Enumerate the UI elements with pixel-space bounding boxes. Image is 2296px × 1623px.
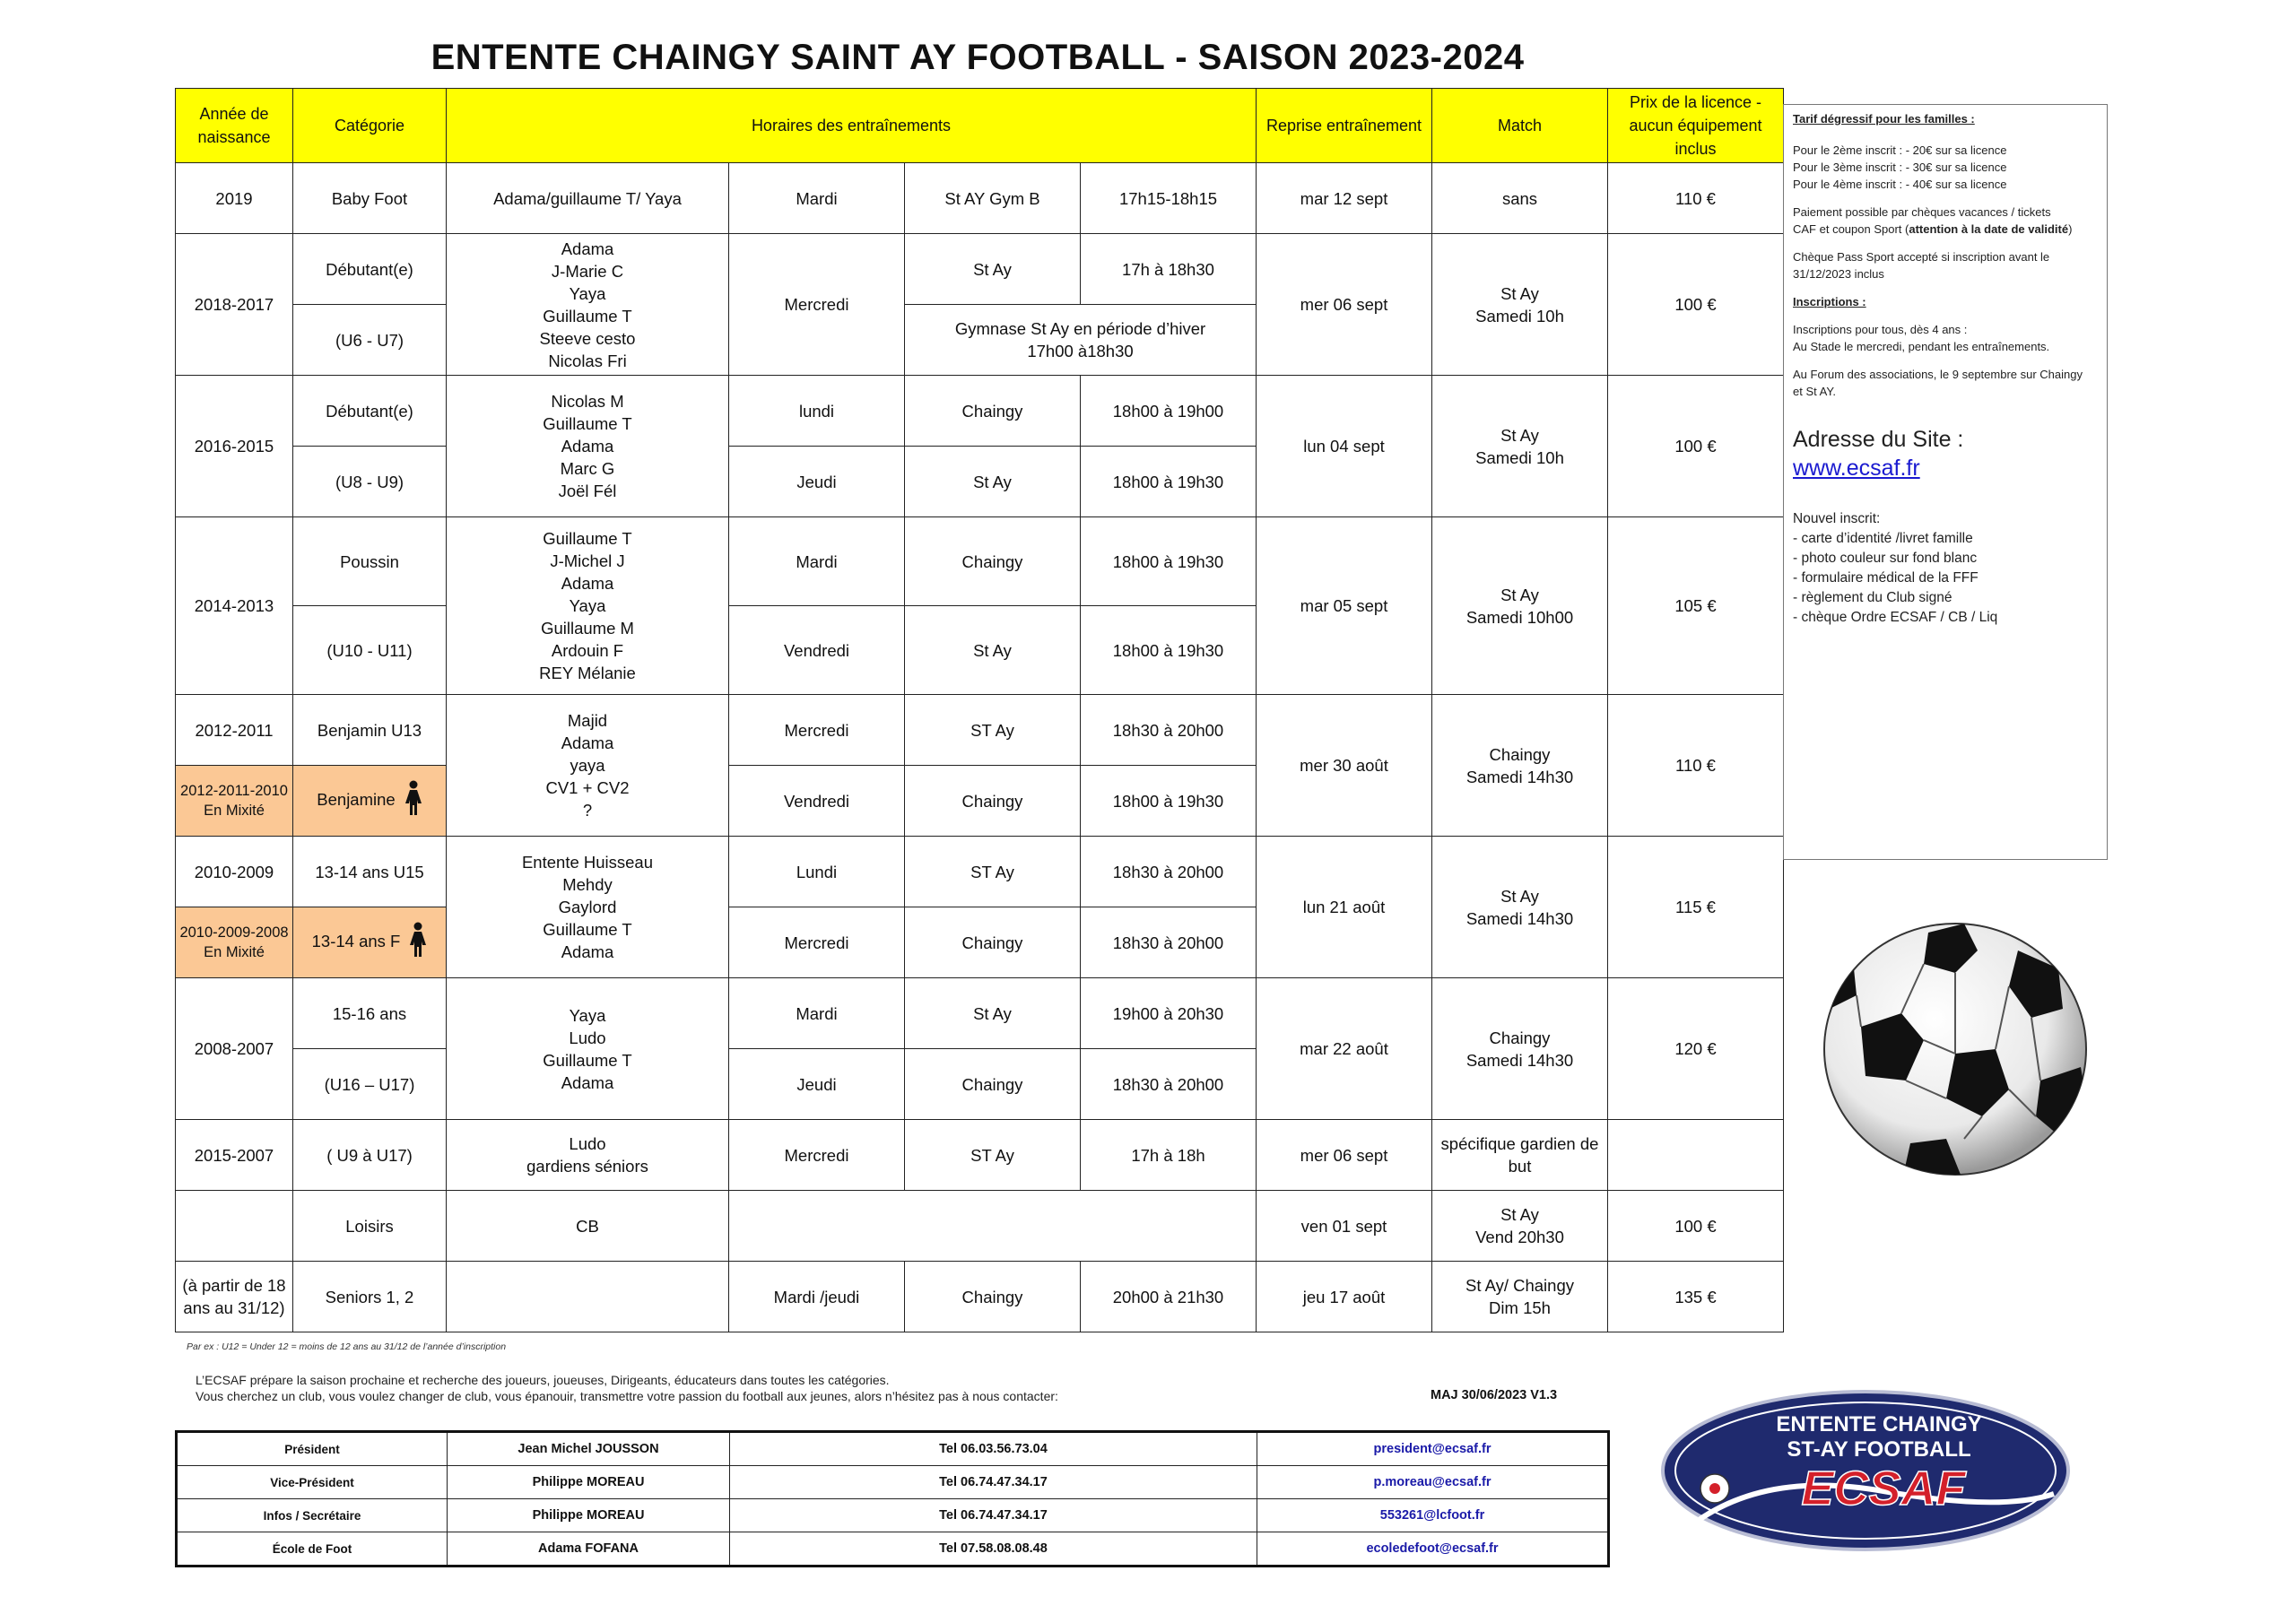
footnote: Par ex : U12 = Under 12 = moins de 12 ans au 31/12 de l’année d’inscription (187, 1341, 507, 1352)
header-categorie: Catégorie (293, 89, 447, 163)
page-title: ENTENTE CHAINGY SAINT AY FOOTBALL - SAISON 2023-2024 (430, 38, 1525, 77)
coach-cell: Ludo gardiens séniors (447, 1120, 729, 1191)
jour-cell: Lundi (729, 837, 905, 907)
coach-cell: Majid Adama yaya CV1 + CV2 ? (447, 695, 729, 837)
match-cell: St Ay Samedi 10h (1432, 234, 1608, 376)
contact-role: Président (177, 1432, 448, 1466)
jour-cell: Mardi (729, 163, 905, 234)
paiement-text (1793, 204, 2098, 238)
annee-cell (176, 1191, 293, 1262)
paiement-warning: attention à la date de validité (1909, 222, 2069, 236)
lieu-cell: Chaingy (905, 376, 1081, 447)
woman-icon (409, 922, 427, 963)
prix-cell: 110 € (1608, 163, 1784, 234)
annee-cell: 2016-2015 (176, 376, 293, 517)
reprise-cell: lun 04 sept (1257, 376, 1432, 517)
categorie-cell: Débutant(e) (293, 376, 447, 447)
annee-cell: 2014-2013 (176, 517, 293, 695)
lieu-cell: Chaingy (905, 766, 1081, 837)
categorie-label: 13-14 ans F (311, 931, 401, 950)
categorie-cell: Seniors 1, 2 (293, 1262, 447, 1332)
annee-cell: 2008-2007 (176, 978, 293, 1120)
categorie-cell: (U10 - U11) (293, 606, 447, 695)
match-cell: St Ay/ Chaingy Dim 15h (1432, 1262, 1608, 1332)
match-cell: Chaingy Samedi 14h30 (1432, 978, 1608, 1120)
heure-cell: 18h00 à 19h30 (1081, 766, 1257, 837)
heure-cell: 18h00 à 19h30 (1081, 447, 1257, 517)
contact-email[interactable]: ecoledefoot@ecsaf.fr (1257, 1532, 1609, 1567)
lieu-cell: Chaingy (905, 1049, 1081, 1120)
inscriptions-title: Inscriptions : (1793, 295, 1866, 308)
jour-cell: Mercredi (729, 234, 905, 376)
contacts-table (175, 1430, 1610, 1567)
prix-cell (1608, 1120, 1784, 1191)
categorie-mixite-cell (293, 766, 447, 837)
contact-row (177, 1432, 1609, 1466)
heure-cell: 18h30 à 20h00 (1081, 1049, 1257, 1120)
contact-row (177, 1466, 1609, 1499)
annee-cell: 2019 (176, 163, 293, 234)
contact-row (177, 1532, 1609, 1567)
annee-cell: 2018-2017 (176, 234, 293, 376)
tarif-lines: Pour le 2ème inscrit : - 20€ sur sa licence Pour le 3ème inscrit : - 30€ sur sa licence Pour le 4ème inscrit : - 40€ sur sa licence (1793, 143, 2007, 191)
coach-cell (447, 1262, 729, 1332)
lieu-cell: ST Ay (905, 1120, 1081, 1191)
categorie-cell: Baby Foot (293, 163, 447, 234)
hiver-cell: Gymnase St Ay en période d’hiver 17h00 à18h30 (905, 305, 1257, 376)
header-row (176, 89, 1784, 163)
match-cell: spécifique gardien de but (1432, 1120, 1608, 1191)
woman-icon (404, 780, 422, 821)
contact-role: Infos / Secrétaire (177, 1499, 448, 1532)
version-label: MAJ 30/06/2023 V1.3 (1431, 1388, 1558, 1402)
categorie-cell: (U16 – U17) (293, 1049, 447, 1120)
reprise-cell: mer 06 sept (1257, 1120, 1432, 1191)
annee-mixite-cell: 2010-2009-2008 En Mixité (176, 907, 293, 978)
contacts-section (175, 1430, 1610, 1567)
contact-role: Vice-Président (177, 1466, 448, 1499)
coach-cell: CB (447, 1191, 729, 1262)
heure-cell: 20h00 à 21h30 (1081, 1262, 1257, 1332)
jour-cell: Mardi (729, 978, 905, 1049)
coach-cell: Adama/guillaume T/ Yaya (447, 163, 729, 234)
heure-cell: 18h00 à 19h00 (1081, 376, 1257, 447)
reprise-cell: jeu 17 août (1257, 1262, 1432, 1332)
reprise-cell: mer 30 août (1257, 695, 1432, 837)
prix-cell: 115 € (1608, 837, 1784, 978)
site-link[interactable]: www.ecsaf.fr (1793, 456, 1920, 481)
table-row (176, 163, 1784, 234)
jour-cell: Mercredi (729, 1120, 905, 1191)
site-heading: Adresse du Site : (1793, 427, 1964, 452)
categorie-cell: Poussin (293, 517, 447, 606)
categorie-cell: (U6 - U7) (293, 305, 447, 376)
categorie-cell: 15-16 ans (293, 978, 447, 1049)
contact-name: Jean Michel JOUSSON (448, 1432, 730, 1466)
categorie-cell: ( U9 à U17) (293, 1120, 447, 1191)
lieu-cell: St AY Gym B (905, 163, 1081, 234)
tarif-title: Tarif dégressif pour les familles : (1793, 112, 1975, 126)
annee-mixite-cell: 2012-2011-2010 En Mixité (176, 766, 293, 837)
heure-cell: 17h à 18h (1081, 1120, 1257, 1191)
contact-email[interactable]: p.moreau@ecsaf.fr (1257, 1466, 1609, 1499)
reprise-cell: mar 05 sept (1257, 517, 1432, 695)
table-row (176, 1262, 1784, 1332)
coach-cell: Yaya Ludo Guillaume T Adama (447, 978, 729, 1120)
reprise-cell: ven 01 sept (1257, 1191, 1432, 1262)
jour-cell: Jeudi (729, 447, 905, 517)
lieu-cell: St Ay (905, 606, 1081, 695)
jour-cell: Mercredi (729, 907, 905, 978)
reprise-cell: lun 21 août (1257, 837, 1432, 978)
prix-cell: 120 € (1608, 978, 1784, 1120)
pass-sport-text: Chèque Pass Sport accepté si inscription avant le 31/12/2023 inclus (1793, 250, 2050, 281)
match-cell: sans (1432, 163, 1608, 234)
paiement-line1: Paiement possible par chèques vacances / tickets (1793, 205, 2051, 219)
prix-cell: 100 € (1608, 376, 1784, 517)
contact-name: Philippe MOREAU (448, 1466, 730, 1499)
heure-cell: 18h30 à 20h00 (1081, 695, 1257, 766)
prix-cell: 110 € (1608, 695, 1784, 837)
table-row (176, 517, 1784, 606)
table-row (176, 1120, 1784, 1191)
jour-cell: Mercredi (729, 695, 905, 766)
coach-cell: Entente Huisseau Mehdy Gaylord Guillaume T Adama (447, 837, 729, 978)
lieu-cell: Chaingy (905, 907, 1081, 978)
contact-tel: Tel 06.03.56.73.04 (730, 1432, 1257, 1466)
heure-cell: 19h00 à 20h30 (1081, 978, 1257, 1049)
header-annee: Année de naissance (176, 89, 293, 163)
table-row (176, 376, 1784, 447)
contact-tel: Tel 06.74.47.34.17 (730, 1466, 1257, 1499)
heure-cell: 18h00 à 19h30 (1081, 517, 1257, 606)
intro-text: L’ECSAF prépare la saison prochaine et recherche des joueurs, joueuses, Dirigeants, éducateurs dans toutes les catégories. Vous cherchez un club, vous voulez changer de club, vous épanouir, transmettre votre passion du football aux jeunes, alors n’hésitez pas à nous contacter: (196, 1373, 1058, 1403)
heure-cell: 18h30 à 20h00 (1081, 907, 1257, 978)
annee-cell: (à partir de 18 ans au 31/12) (176, 1262, 293, 1332)
logo-line1: ENTENTE CHAINGY (1776, 1412, 1982, 1436)
contact-tel: Tel 06.74.47.34.17 (730, 1499, 1257, 1532)
match-cell: St Ay Samedi 10h00 (1432, 517, 1608, 695)
table-row (176, 695, 1784, 766)
horaires-empty-cell (729, 1191, 1257, 1262)
jour-cell: Mardi (729, 517, 905, 606)
match-cell: St Ay Samedi 10h (1432, 376, 1608, 517)
categorie-cell: Loisirs (293, 1191, 447, 1262)
lieu-cell: Chaingy (905, 1262, 1081, 1332)
contact-row (177, 1499, 1609, 1532)
soccer-ball-icon (1821, 915, 2090, 1188)
jour-cell: Jeudi (729, 1049, 905, 1120)
info-panel (1783, 104, 2108, 860)
match-cell: Chaingy Samedi 14h30 (1432, 695, 1608, 837)
table-row (176, 234, 1784, 305)
logo-line2: ST-AY FOOTBALL (1787, 1437, 1971, 1462)
annee-cell: 2015-2007 (176, 1120, 293, 1191)
prix-cell: 135 € (1608, 1262, 1784, 1332)
inscriptions-text: Inscriptions pour tous, dès 4 ans : Au Stade le mercredi, pendant les entraînements. (1793, 323, 2050, 353)
heure-cell: 18h00 à 19h30 (1081, 606, 1257, 695)
heure-cell: 17h à 18h30 (1081, 234, 1257, 305)
header-reprise: Reprise entraînement (1257, 89, 1432, 163)
jour-cell: Mardi /jeudi (729, 1262, 905, 1332)
heure-cell: 17h15-18h15 (1081, 163, 1257, 234)
forum-text: Au Forum des associations, le 9 septembre sur Chaingy et St AY. (1793, 368, 2083, 398)
header-prix: Prix de la licence - aucun équipement inclus (1608, 89, 1784, 163)
table-row (176, 837, 1784, 907)
reprise-cell: mar 22 août (1257, 978, 1432, 1120)
categorie-cell: Débutant(e) (293, 234, 447, 305)
table-row (176, 1191, 1784, 1262)
lieu-cell: ST Ay (905, 695, 1081, 766)
jour-cell: Vendredi (729, 606, 905, 695)
prix-cell: 100 € (1608, 1191, 1784, 1262)
prix-cell: 105 € (1608, 517, 1784, 695)
paiement-line2c: ) (2068, 222, 2073, 236)
categorie-label: Benjamine (317, 789, 396, 809)
categorie-cell: Benjamin U13 (293, 695, 447, 766)
lieu-cell: Chaingy (905, 517, 1081, 606)
contact-name: Adama FOFANA (448, 1532, 730, 1567)
contact-name: Philippe MOREAU (448, 1499, 730, 1532)
reprise-cell: mer 06 sept (1257, 234, 1432, 376)
jour-cell: lundi (729, 376, 905, 447)
match-cell: St Ay Vend 20h30 (1432, 1191, 1608, 1262)
club-logo (1659, 1388, 2072, 1558)
header-match: Match (1432, 89, 1608, 163)
lieu-cell: St Ay (905, 447, 1081, 517)
table-row (176, 978, 1784, 1049)
annee-cell: 2012-2011 (176, 695, 293, 766)
jour-cell: Vendredi (729, 766, 905, 837)
prix-cell: 100 € (1608, 234, 1784, 376)
paiement-line2a: CAF et coupon Sport ( (1793, 222, 1909, 236)
lieu-cell: ST Ay (905, 837, 1081, 907)
contact-tel: Tel 07.58.08.08.48 (730, 1532, 1257, 1567)
lieu-cell: St Ay (905, 978, 1081, 1049)
lieu-cell: St Ay (905, 234, 1081, 305)
logo-text: ECSAF (1801, 1462, 1966, 1515)
nouvel-inscrit-list: Nouvel inscrit: - carte d’identité /livret famille - photo couleur sur fond blanc - formulaire médical de la FFF - règlement du Club signé - chèque Ordre ECSAF / CB / Liq (1793, 511, 1998, 625)
categorie-cell: 13-14 ans U15 (293, 837, 447, 907)
contact-email[interactable]: president@ecsaf.fr (1257, 1432, 1609, 1466)
schedule-table (175, 88, 1784, 1332)
coach-cell: Nicolas M Guillaume T Adama Marc G Joël Fél (447, 376, 729, 517)
match-cell: St Ay Samedi 14h30 (1432, 837, 1608, 978)
categorie-cell: (U8 - U9) (293, 447, 447, 517)
heure-cell: 18h30 à 20h00 (1081, 837, 1257, 907)
categorie-mixite-cell (293, 907, 447, 978)
contact-role: École de Foot (177, 1532, 448, 1567)
annee-cell: 2010-2009 (176, 837, 293, 907)
coach-cell: Guillaume T J-Michel J Adama Yaya Guillaume M Ardouin F REY Mélanie (447, 517, 729, 695)
reprise-cell: mar 12 sept (1257, 163, 1432, 234)
contact-email[interactable]: 553261@lcfoot.fr (1257, 1499, 1609, 1532)
header-horaires: Horaires des entraînements (447, 89, 1257, 163)
coach-cell: Adama J-Marie C Yaya Guillaume T Steeve cesto Nicolas Fri (447, 234, 729, 376)
